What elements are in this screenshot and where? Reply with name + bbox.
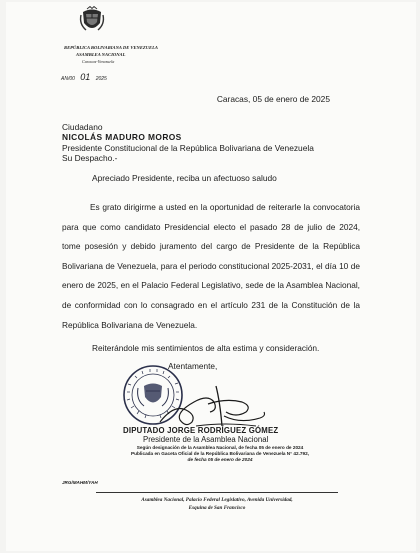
recipient-salutation: Ciudadano <box>62 122 103 132</box>
ref-number: 01 <box>80 72 91 82</box>
reference-number <box>61 72 107 82</box>
letter-page <box>6 2 416 551</box>
recipient-block <box>62 122 314 163</box>
header-line-2: ASAMBLEA NACIONAL <box>76 52 126 57</box>
letter-body: Es grato dirigirme a usted en la oportunidad de reiterarle la convocatoria para que como candidato Presidencial electo el pasado 28 de julio de 2024, tome posesión y debido juramento del cargo de Presidente de la República Bolivariana de Venezuela, para el periodo constitucional 2025-2031, el día 10 de enero de 2025, en el Palacio Federal Legislativo, sede de la Asamblea Nacional, de conformidad con lo consagrado en el artículo 231 de la Constitución de la República Bolivariana de Venezuela. <box>62 202 360 330</box>
designation-note: Según designación de la Asamblea Nacional, de fecha 05 de enero de 2024 <box>136 445 304 450</box>
footer-address <box>96 496 338 512</box>
typist-initials: JRG/MAHM/YAH <box>62 480 98 485</box>
recipient-title: Presidente Constitucional de la República Bolivariana de Venezuela <box>62 142 314 153</box>
greeting: Apreciado Presidente, reciba un afectuoso saludo <box>92 173 277 183</box>
recipient-office: Su Despacho.- <box>62 152 118 163</box>
footer-line-1: Asamblea Nacional, Palacio Federal Legislativo, Avenida Universidad, <box>141 497 293 503</box>
footer-divider <box>96 492 338 493</box>
ref-year: 2025 <box>95 76 107 82</box>
header-line-1: REPÚBLICA BOLIVARIANA DE VENEZUELA <box>64 45 158 50</box>
header-line-3: Caracas-Venezuela <box>82 59 115 64</box>
signer-title: Presidente de la Asamblea Nacional <box>143 435 269 444</box>
ref-prefix: AN/00 <box>61 76 75 82</box>
valediction: Atentamente, <box>168 361 218 371</box>
signer-name: DIPUTADO JORGE RODRÍGUEZ GÓMEZ <box>123 426 279 435</box>
letter-date: Caracas, 05 de enero de 2025 <box>216 94 330 104</box>
gazette-note: Publicada en Gaceta Oficial de la República Bolivariana de Venezuela N° 42.792, <box>131 451 309 456</box>
footer-line-2: Esquina de San Francisco <box>188 505 246 511</box>
gazette-date-note: de fecha 05 de enero de 2024 <box>187 457 253 462</box>
coat-of-arms-icon <box>78 6 106 34</box>
closing-line: Reiterándole mis sentimientos de alta estima y consideración. <box>92 343 320 353</box>
recipient-name: NICOLÁS MADURO MOROS <box>62 132 182 143</box>
signature-icon <box>156 382 268 430</box>
